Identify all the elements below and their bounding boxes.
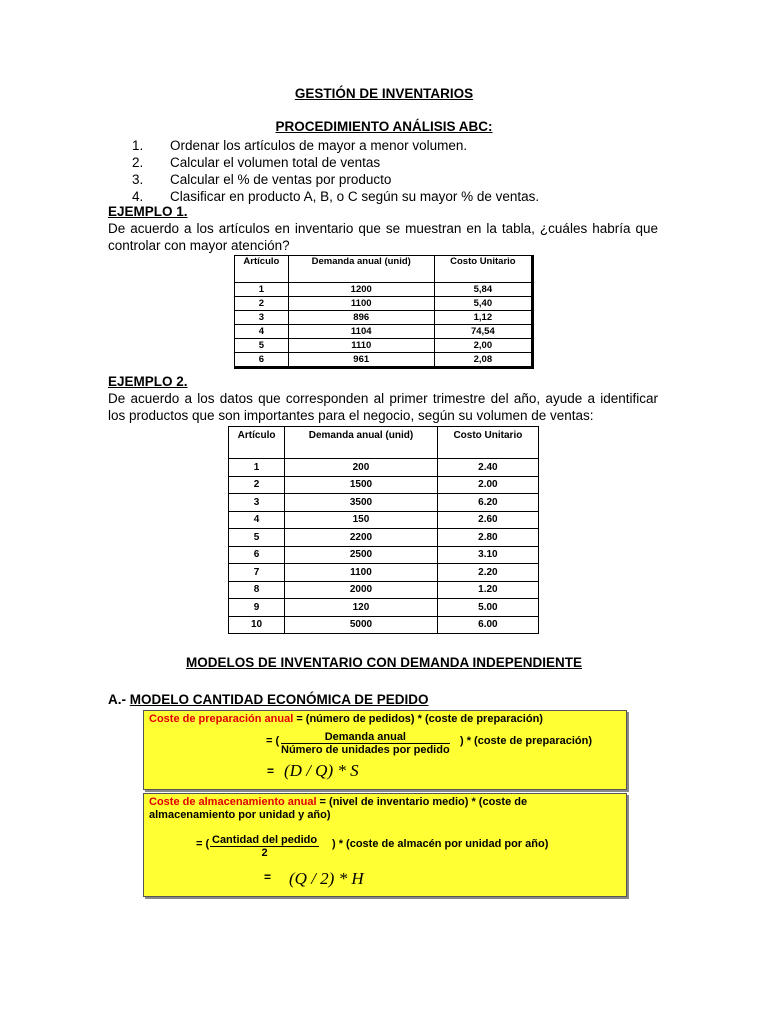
table-row: 4 1104 74,54 — [235, 325, 533, 339]
holding-cost-math: (Q / 2) * H — [289, 869, 364, 888]
table-row: 4 150 2.60 — [229, 511, 539, 529]
list-item: 4. Clasificar en producto A, B, o C según su mayor % de ventas. — [132, 189, 540, 204]
table-row: 10 5000 6.00 — [229, 616, 539, 634]
setup-cost-math: (D / Q) * S — [284, 761, 359, 780]
example-2-text: De acuerdo a los datos que corresponden al primer trimestre del año, ayude a identificar los productos que son importantes para el negocio, según su volumen de ventas: — [108, 391, 658, 423]
example-1-text: De acuerdo a los artículos en inventario que se muestran en la tabla, ¿cuáles habría que controlar con mayor atención? — [108, 221, 658, 253]
example-2-table — [228, 426, 539, 634]
model-a-heading — [108, 692, 429, 707]
table-row: 3 3500 6.20 — [229, 494, 539, 512]
table-row: 5 1110 2,00 — [235, 339, 533, 353]
setup-cost-fraction: Demanda anual Número de unidades por pedido — [281, 731, 450, 756]
holding-cost-definition: Coste de almacenamiento anual = (nivel de inventario medio) * (coste de — [149, 796, 528, 808]
table-header-row: Artículo Demanda anual (unid) Costo Unitario — [229, 427, 539, 459]
table-row: 9 120 5.00 — [229, 599, 539, 617]
table-row: 1 200 2.40 — [229, 459, 539, 477]
setup-cost-definition: Coste de preparación anual = (número de pedidos) * (coste de preparación) — [149, 713, 543, 725]
example-2-heading: EJEMPLO 2. — [108, 374, 188, 389]
holding-cost-formula-box — [143, 793, 627, 897]
table-row: 6 2500 3.10 — [229, 546, 539, 564]
setup-cost-eq-close: ) * (coste de preparación) — [460, 735, 593, 747]
list-item: 3. Calcular el % de ventas por producto — [132, 172, 392, 187]
procedure-steps — [118, 137, 539, 205]
holding-cost-fraction: Cantidad del pedido 2 — [212, 834, 318, 859]
procedure-title: PROCEDIMIENTO ANÁLISIS ABC: — [275, 119, 493, 134]
models-title: MODELOS DE INVENTARIO CON DEMANDA INDEPENDIENTE — [185, 655, 583, 670]
model-a-prefix: A.- — [108, 692, 130, 707]
table-row: 2 1500 2.00 — [229, 476, 539, 494]
table-row: 6 961 2,08 — [235, 353, 533, 368]
list-item: 1. Ordenar los artículos de mayor a menor volumen. — [132, 138, 468, 153]
table-header-row: Artículo Demanda anual (unid) Costo Unitario — [235, 256, 533, 283]
example-1-heading: EJEMPLO 1. — [108, 204, 188, 219]
holding-cost-definition-line2: almacenamiento por unidad y año) — [149, 809, 331, 821]
table-row: 5 2200 2.80 — [229, 529, 539, 547]
example-1-table — [234, 255, 534, 369]
document-title: GESTIÓN DE INVENTARIOS — [294, 86, 474, 101]
setup-cost-equals: = — [267, 764, 275, 778]
table-row: 8 2000 1.20 — [229, 581, 539, 599]
table-row: 3 896 1,12 — [235, 311, 533, 325]
holding-cost-equals: = — [264, 870, 272, 884]
model-a-title: MODELO CANTIDAD ECONÓMICA DE PEDIDO — [129, 692, 429, 707]
table-row: 2 1100 5,40 — [235, 297, 533, 311]
holding-cost-eq-close: ) * (coste de almacén por unidad por año) — [332, 838, 549, 850]
setup-cost-formula-box — [143, 710, 627, 790]
holding-cost-eq-open: = ( — [196, 838, 210, 850]
setup-cost-eq-open: = ( — [266, 735, 280, 747]
list-item: 2. Calcular el volumen total de ventas — [132, 155, 381, 170]
table-row: 7 1100 2.20 — [229, 564, 539, 582]
table-row: 1 1200 5,84 — [235, 283, 533, 297]
